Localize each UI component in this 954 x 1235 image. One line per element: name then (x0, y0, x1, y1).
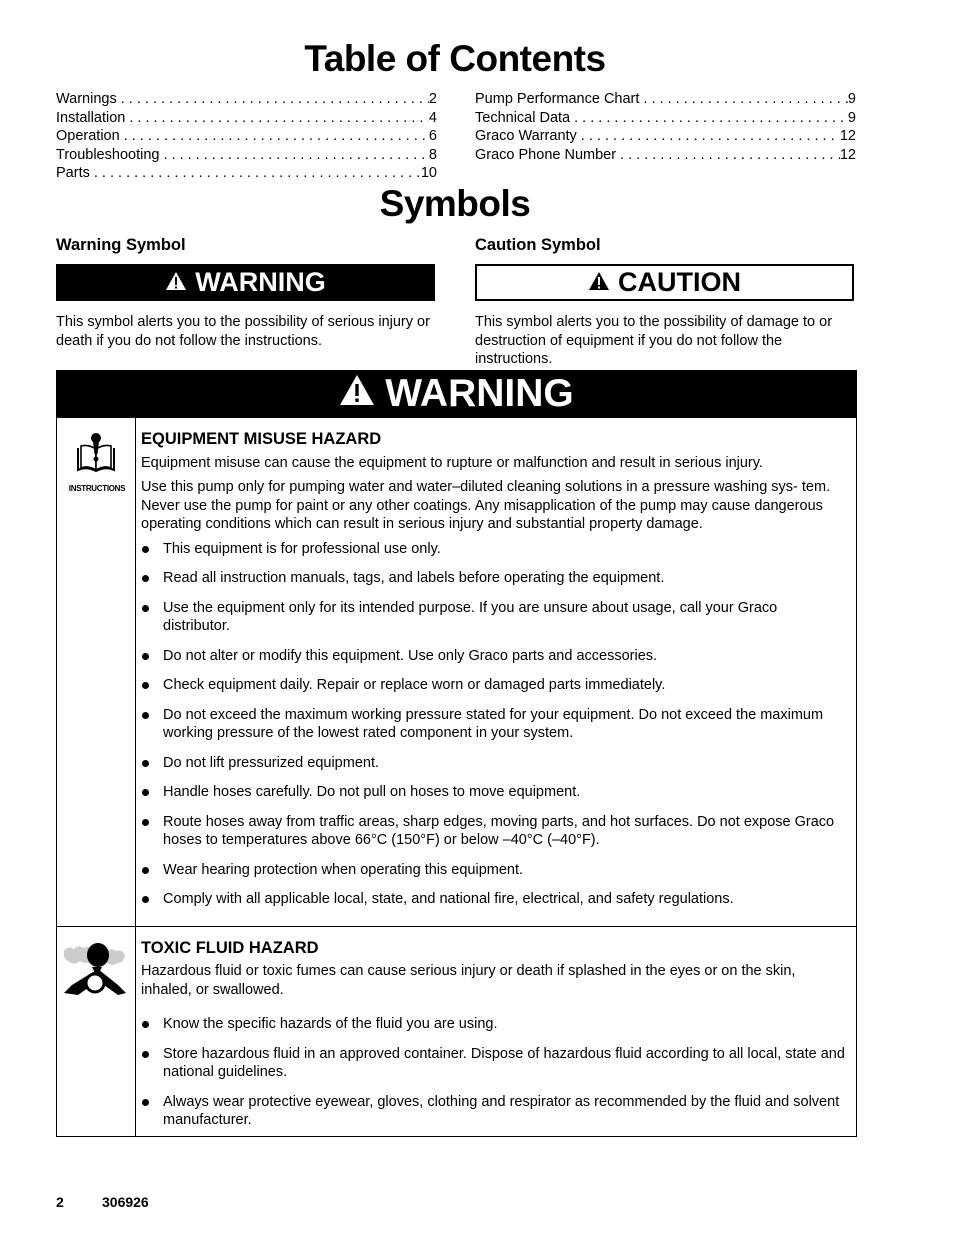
toc-entry[interactable]: Installation . . . 4 (56, 109, 437, 128)
warning-symbol-heading: Warning Symbol (56, 236, 186, 254)
toc-left-column (56, 90, 437, 183)
hazard-row-equipment-misuse (57, 418, 856, 926)
list-item: Read all instruction manuals, tags, and labels before operating the equipment. (141, 569, 848, 588)
list-item: Comply with all applicable local, state, and national fire, electrical, and safety regulations. (141, 890, 848, 909)
list-item: Wear hearing protection when operating this equipment. (141, 861, 848, 880)
toc-entry[interactable]: Operation . . . 6 (56, 127, 437, 146)
list-item: Do not alter or modify this equipment. Use only Graco parts and accessories. (141, 647, 848, 666)
caution-symbol-heading: Caution Symbol (475, 236, 601, 254)
hazard-content (136, 418, 856, 926)
caution-symbol-description: This symbol alerts you to the possibility of damage to or destruction of equipment if you do not follow the instructions. (475, 314, 833, 367)
toc-entry[interactable]: Troubleshooting . . . 8 (56, 146, 437, 165)
toc-entry[interactable]: Technical Data . . . 9 (475, 109, 856, 128)
document-number: 306926 (102, 1194, 149, 1210)
list-item: Check equipment daily. Repair or replace worn or damaged parts immediately. (141, 676, 848, 695)
list-item: Do not exceed the maximum working pressure stated for your equipment. Do not exceed the maximum working pressure of the lowest rated component in your system. (141, 706, 848, 743)
warning-symbol-description: This symbol alerts you to the possibility of serious injury or death if you do not follow the instructions. (56, 314, 430, 349)
list-item: This equipment is for professional use only. (141, 540, 848, 559)
hazard-paragraph: Hazardous fluid or toxic fumes can cause serious injury or death if splashed in the eyes or on the skin, inhaled, or swallowed. (141, 963, 796, 998)
warning-banner-label: WARNING (385, 372, 574, 415)
list-item: Do not lift pressurized equipment. (141, 754, 848, 773)
list-item: Always wear protective eyewear, gloves, clothing and respirator as recommended by the fluid and solvent manufacturer. (141, 1093, 848, 1130)
toc-title: Table of Contents (304, 38, 606, 79)
hazard-bullet-list (141, 1015, 848, 1130)
hazard-title: EQUIPMENT MISUSE HAZARD (141, 430, 382, 448)
hazard-row-toxic-fluid (57, 926, 856, 1136)
toc-entry[interactable]: Parts . . . 10 (56, 164, 437, 183)
warning-symbol-box (56, 264, 435, 301)
hazard-content (136, 927, 856, 1136)
toxic-fumes-icon (62, 941, 128, 1010)
list-item: Use the equipment only for its intended purpose. If you are unsure about usage, call your Graco distributor. (141, 599, 848, 636)
toc-entry[interactable]: Warnings . . . 2 (56, 90, 437, 109)
list-item: Know the specific hazards of the fluid you are using. (141, 1015, 848, 1034)
caution-symbol-box (475, 264, 854, 301)
hazard-title: TOXIC FLUID HAZARD (141, 938, 319, 957)
hazard-table (56, 418, 857, 1137)
hazard-paragraph: Use this pump only for pumping water and water–diluted cleaning solutions in a pressure washing sys- tem. Never use the pump for paint or any other coatings. Any misapplication of the pump may cause dangerous operating conditions which can result in serious injury and substantial property damage. (141, 479, 831, 532)
warning-triangle-icon (339, 372, 385, 416)
list-item: Store hazardous fluid in an approved container. Dispose of hazardous fluid according to all local, state and national guidelines. (141, 1045, 848, 1082)
toc-entry[interactable]: Graco Warranty . . . 12 (475, 127, 856, 146)
hazard-icon-cell (57, 418, 136, 926)
warning-banner (56, 370, 857, 418)
caution-symbol-label: CAUTION (618, 267, 741, 297)
hazard-bullet-list (141, 540, 848, 909)
warning-triangle-icon (165, 267, 195, 298)
page-number: 2 (56, 1194, 64, 1210)
hazard-icon-cell (57, 927, 136, 1136)
caution-triangle-icon (588, 267, 618, 298)
symbols-title: Symbols (379, 183, 531, 224)
warning-symbol-label: WARNING (195, 267, 326, 297)
toc-right-column (475, 90, 856, 164)
toc-entry[interactable]: Graco Phone Number . . . 12 (475, 146, 856, 165)
instructions-manual-icon (63, 432, 131, 493)
list-item: Route hoses away from traffic areas, sharp edges, moving parts, and hot surfaces. Do not expose Graco hoses to temperatures above 66°C (150°F) or below –40°C (–40°F). (141, 813, 848, 850)
list-item: Handle hoses carefully. Do not pull on hoses to move equipment. (141, 783, 848, 802)
instructions-icon-caption: INSTRUCTIONS (68, 484, 126, 493)
hazard-paragraph: Equipment misuse can cause the equipment to rupture or malfunction and result in serious injury. (141, 454, 763, 471)
toc-entry[interactable]: Pump Performance Chart . . . 9 (475, 90, 856, 109)
